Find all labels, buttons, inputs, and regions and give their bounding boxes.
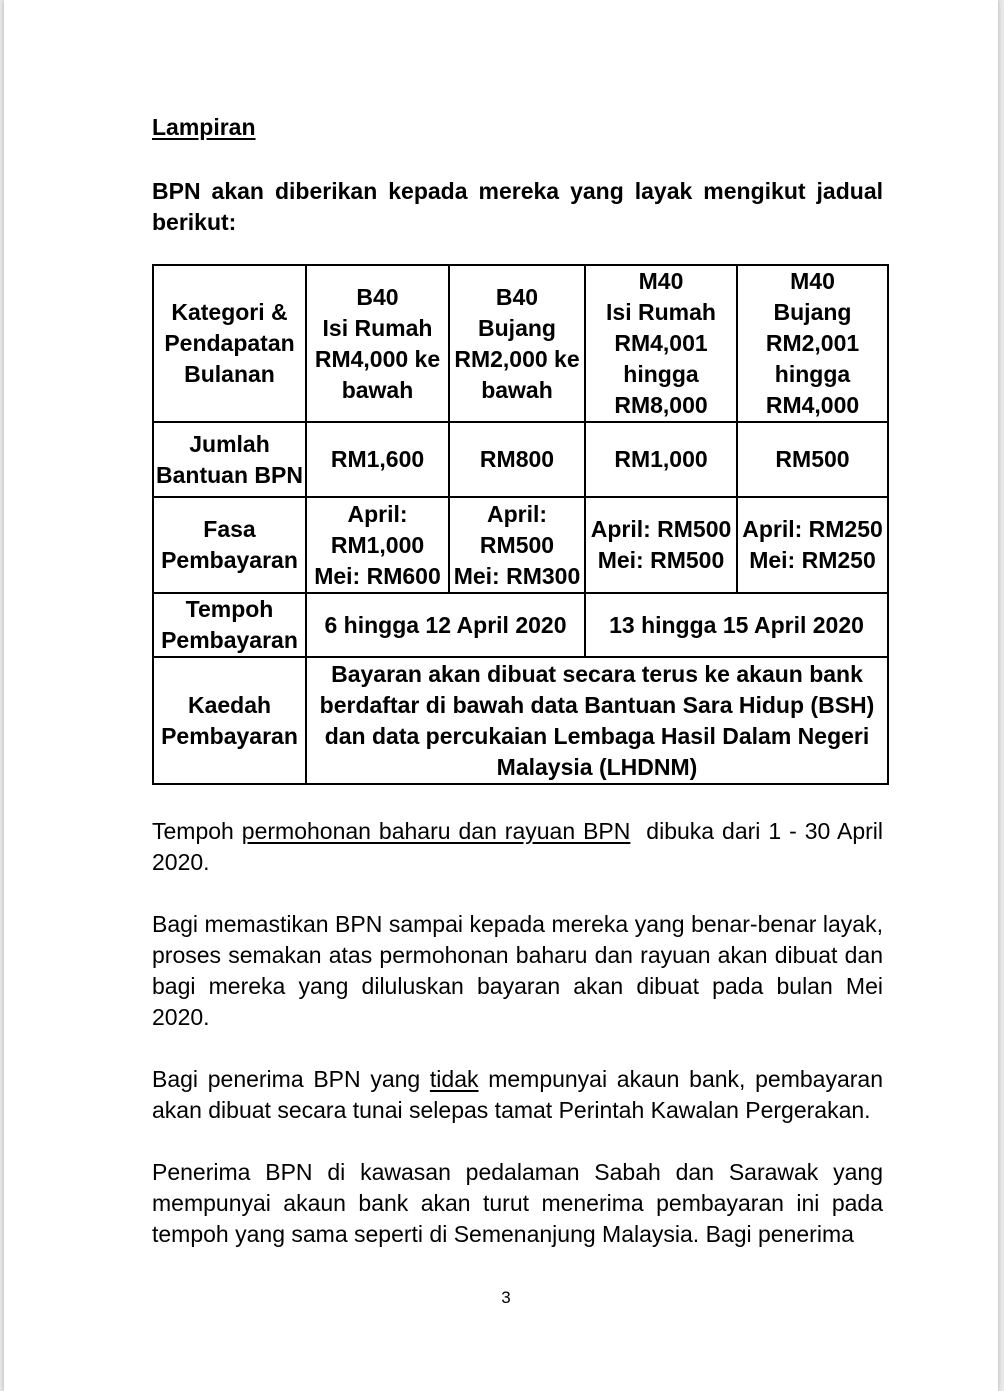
cell-line: berdaftar di bawah data Bantuan Sara Hidup (BSH) [319, 691, 875, 718]
period-label [153, 593, 306, 657]
period-b40: 6 hingga 12 April 2020 [306, 593, 585, 657]
table-row-period [153, 593, 888, 657]
cell-line: bawah [341, 376, 414, 403]
phase-b40-single [449, 497, 585, 593]
amount-m40-single: RM500 [737, 422, 888, 497]
cell-line: RM4,001 [614, 330, 708, 356]
cell-line: Pendapatan [164, 330, 295, 356]
phase-m40-single [737, 497, 888, 593]
cell-line: April: [486, 500, 548, 527]
cell-line: Malaysia (LHDNM) [496, 753, 698, 780]
header-b40-single [449, 265, 585, 422]
paragraph-review: Bagi memastikan BPN sampai kepada mereka yang benar-benar layak, proses semakan atas permohonan baharu dan rayuan akan dibuat dan bagi mereka yang diluluskan bayaran akan dibuat pada bulan Mei 2020. [152, 911, 883, 1030]
cell-line: April: RM250 [742, 516, 883, 542]
cell-line: Bulanan [184, 361, 275, 387]
cell-line: Pembayaran [161, 547, 298, 573]
cell-line: RM4,000 ke [314, 345, 441, 372]
p3-underlined: tidak [429, 1066, 479, 1092]
paragraph-no-bank [152, 1064, 883, 1126]
period-m40: 13 hingga 15 April 2020 [585, 593, 888, 657]
cell-line: dan data percukaian Lembaga Hasil Dalam Negeri [324, 722, 870, 749]
cell-line: M40 [790, 268, 835, 294]
cell-line: April: RM500 [590, 516, 732, 542]
p1-underlined: permohonan baharu dan rayuan BPN [241, 818, 631, 844]
cell-line: Pembayaran [161, 722, 298, 749]
header-m40-household [585, 265, 737, 422]
cell-line: Kategori & [171, 299, 288, 325]
amount-m40-household: RM1,000 [585, 422, 737, 497]
paragraph-sabah-sarawak: Penerima BPN di kawasan pedalaman Sabah dan Sarawak yang mempunyai akaun bank akan turut menerima pembayaran ini pada tempoh yang sama seperti di Semenanjung Malaysia. Bagi penerima [152, 1159, 883, 1247]
cell-line: bawah [481, 376, 553, 403]
cell-line: RM500 [479, 531, 555, 558]
table-row-header [153, 265, 888, 422]
amount-label [153, 422, 306, 497]
cell-line: Fasa [203, 516, 256, 542]
cell-line: Tempoh [185, 596, 274, 622]
p1-post: dibuka dari 1 - 30 April 2020. [152, 818, 890, 875]
page-number: 3 [501, 1288, 511, 1307]
cell-line: RM4,000 [765, 392, 860, 418]
cell-line: Kaedah [187, 691, 272, 718]
cell-line: Bantuan BPN [156, 461, 303, 488]
table-row-phase [153, 497, 888, 593]
method-label [153, 657, 306, 784]
cell-line: Mei: RM600 [314, 562, 441, 589]
p1-pre: Tempoh [152, 818, 242, 844]
document-page [4, 0, 998, 1391]
cell-line: M40 [638, 268, 684, 294]
bpn-table [152, 264, 889, 785]
cell-line: hingga [623, 361, 699, 387]
p3-post: mempunyai akaun bank, pembayaran akan dibuat secara tunai selepas tamat Perintah Kawalan Pergerakan. [152, 1066, 883, 1123]
phase-m40-household [585, 497, 737, 593]
cell-line: Isi Rumah [322, 314, 433, 341]
amount-b40-household: RM1,600 [306, 422, 449, 497]
header-b40-household [306, 265, 449, 422]
table-row-method [153, 657, 888, 784]
cell-line: RM8,000 [614, 392, 708, 418]
amount-b40-single: RM800 [449, 422, 585, 497]
p3-pre: Bagi penerima BPN yang [152, 1066, 430, 1092]
method-text [306, 657, 888, 784]
cell-line: RM2,000 ke [454, 345, 580, 372]
paragraph-application-period [152, 816, 890, 878]
cell-line: RM2,001 [765, 330, 860, 356]
phase-label [153, 497, 306, 593]
cell-line: Isi Rumah [606, 299, 716, 325]
cell-line: Mei: RM500 [597, 547, 725, 573]
cell-line: Pembayaran [161, 627, 298, 653]
cell-line: April: [347, 500, 408, 527]
cell-line: hingga [774, 361, 851, 387]
header-category [153, 265, 306, 422]
cell-line: Mei: RM250 [749, 547, 876, 573]
page-title: Lampiran [152, 114, 256, 140]
header-m40-single [737, 265, 888, 422]
cell-line: B40 [495, 283, 539, 310]
cell-line: Bayaran akan dibuat secara terus ke akaun bank [331, 660, 863, 687]
cell-line: Jumlah [189, 430, 270, 457]
phase-b40-household [306, 497, 449, 593]
cell-line: Bujang [478, 314, 556, 341]
cell-line: B40 [356, 283, 399, 310]
cell-line: Bujang [773, 299, 852, 325]
cell-line: Mei: RM300 [453, 562, 581, 589]
table-row-amount [153, 422, 888, 497]
intro-text: BPN akan diberikan kepada mereka yang layak mengikut jadual berikut: [152, 178, 883, 235]
cell-line: RM1,000 [330, 531, 425, 558]
